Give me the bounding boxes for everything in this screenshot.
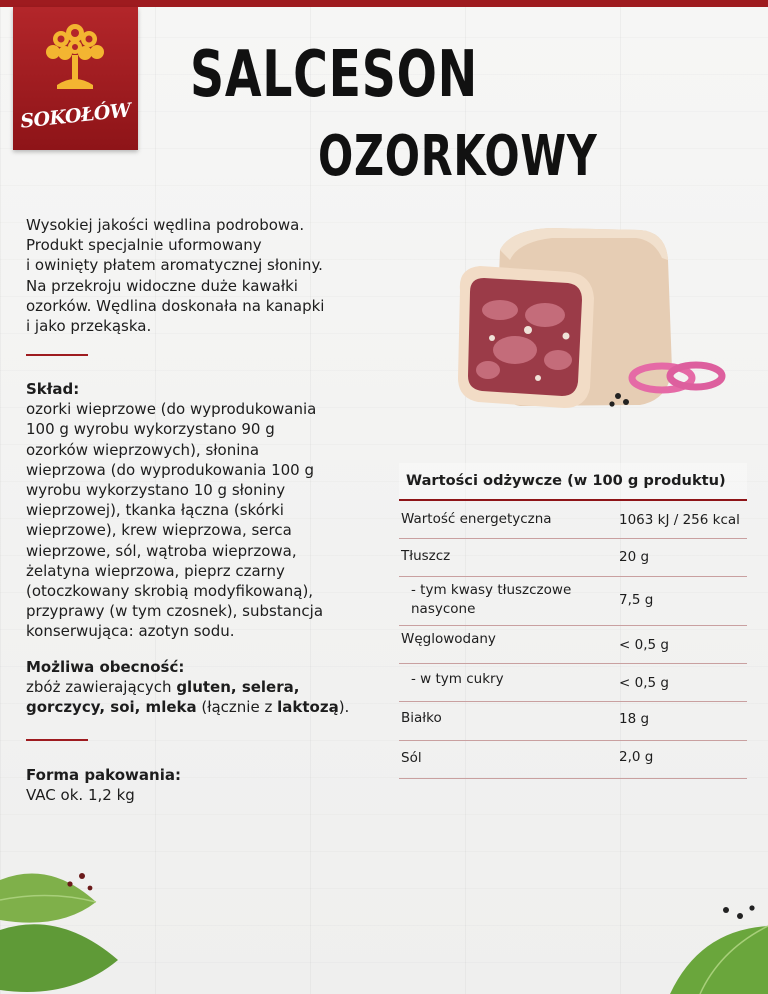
nutrition-table bbox=[399, 463, 747, 779]
allergens-text: ). bbox=[338, 698, 350, 717]
composition-heading: Skład: bbox=[26, 380, 80, 398]
nutrient-name: Białko bbox=[401, 710, 442, 726]
description-line: i jako przekąska. bbox=[26, 317, 152, 336]
allergens-bold: gluten, selera, bbox=[176, 678, 300, 697]
composition-line: przyprawy (w tym czosnek), substancja bbox=[26, 602, 324, 621]
sokolow-logo bbox=[13, 7, 138, 150]
composition-section bbox=[26, 379, 371, 642]
nutrition-row bbox=[399, 741, 747, 779]
allergens-line bbox=[26, 677, 371, 697]
allergens-text: zbóż zawierających bbox=[26, 678, 177, 697]
top-accent-bar bbox=[0, 0, 768, 7]
nutrient-name-continued: nasycone bbox=[411, 601, 476, 617]
nutrient-name: - tym kwasy tłuszczowe bbox=[411, 582, 572, 598]
packaging-heading: Forma pakowania: bbox=[26, 766, 181, 784]
logo-wordmark: SOKOŁÓW bbox=[19, 99, 132, 133]
product-title-line2: OZORKOWY bbox=[318, 124, 598, 189]
composition-line: (otoczkowany skrobią modyfikowaną), bbox=[26, 582, 314, 601]
nutrition-row bbox=[399, 539, 747, 577]
nutrition-row bbox=[399, 702, 747, 741]
nutrient-name: - w tym cukry bbox=[411, 671, 504, 687]
nutrition-table-heading: Wartości odżywcze (w 100 g produktu) bbox=[399, 463, 747, 501]
nutrient-value: < 0,5 g bbox=[619, 637, 669, 653]
composition-line: wieprzowej), tkanka łączna (skórki bbox=[26, 501, 284, 520]
composition-line: ozorki wieprzowe (do wyprodukowania bbox=[26, 400, 317, 419]
allergens-line bbox=[26, 697, 371, 717]
basil-leaves-decoration bbox=[0, 850, 130, 994]
composition-line: wieprzowe), krew wieprzowa, serca bbox=[26, 521, 292, 540]
nutrient-value: 20 g bbox=[619, 549, 650, 565]
nutrient-name: Sól bbox=[401, 750, 422, 766]
composition-line: konserwująca: azotyn sodu. bbox=[26, 622, 235, 641]
allergens-section bbox=[26, 657, 371, 718]
tree-emblem-icon bbox=[13, 7, 138, 107]
description-line: Wysokiej jakości wędlina podrobowa. bbox=[26, 216, 305, 234]
nutrient-value: 18 g bbox=[619, 711, 650, 727]
composition-line: wieprzowa (do wyprodukowania 100 g bbox=[26, 460, 315, 479]
nutrition-row bbox=[399, 626, 747, 664]
nutrient-name: Tłuszcz bbox=[401, 548, 451, 564]
nutrition-row bbox=[399, 577, 747, 626]
nutrient-value: 7,5 g bbox=[619, 592, 654, 608]
composition-line: wyrobu wykorzystano 10 g słoniny bbox=[26, 481, 286, 500]
product-title-line1: SALCESON bbox=[190, 38, 478, 112]
nutrition-row bbox=[399, 664, 747, 702]
allergens-bold: gorczycy, soi, mleka bbox=[26, 698, 197, 717]
composition-line: żelatyna wieprzowa, pieprz czarny bbox=[26, 561, 285, 580]
section-divider bbox=[26, 354, 88, 356]
nutrient-name: Wartość energetyczna bbox=[401, 511, 552, 527]
nutrient-value: 1063 kJ / 256 kcal bbox=[619, 512, 740, 528]
basil-leaf-decoration bbox=[660, 900, 768, 994]
nutrient-name: Węglowodany bbox=[401, 631, 496, 647]
composition-line: wieprzowe, sól, wątroba wieprzowa, bbox=[26, 541, 297, 560]
product-image bbox=[440, 220, 740, 440]
section-divider bbox=[26, 739, 88, 741]
composition-line: 100 g wyrobu wykorzystano 90 g bbox=[26, 420, 275, 439]
product-description bbox=[26, 215, 371, 336]
nutrient-value: < 0,5 g bbox=[619, 675, 669, 691]
description-line: ozorków. Wędlina doskonała na kanapki bbox=[26, 296, 325, 315]
allergens-bold: laktozą bbox=[277, 698, 339, 717]
packaging-value: VAC ok. 1,2 kg bbox=[26, 786, 135, 805]
description-line: Produkt specjalnie uformowany bbox=[26, 236, 262, 255]
nutrition-row bbox=[399, 501, 747, 539]
composition-line: ozorków wieprzowych), słonina bbox=[26, 440, 260, 459]
allergens-text: (łącznie z bbox=[196, 698, 278, 717]
nutrient-value: 2,0 g bbox=[619, 749, 654, 765]
allergens-heading: Możliwa obecność: bbox=[26, 658, 185, 676]
description-line: Na przekroju widoczne duże kawałki bbox=[26, 276, 298, 295]
description-line: i owinięty płatem aromatycznej słoniny. bbox=[26, 256, 323, 275]
packaging-section bbox=[26, 765, 371, 805]
